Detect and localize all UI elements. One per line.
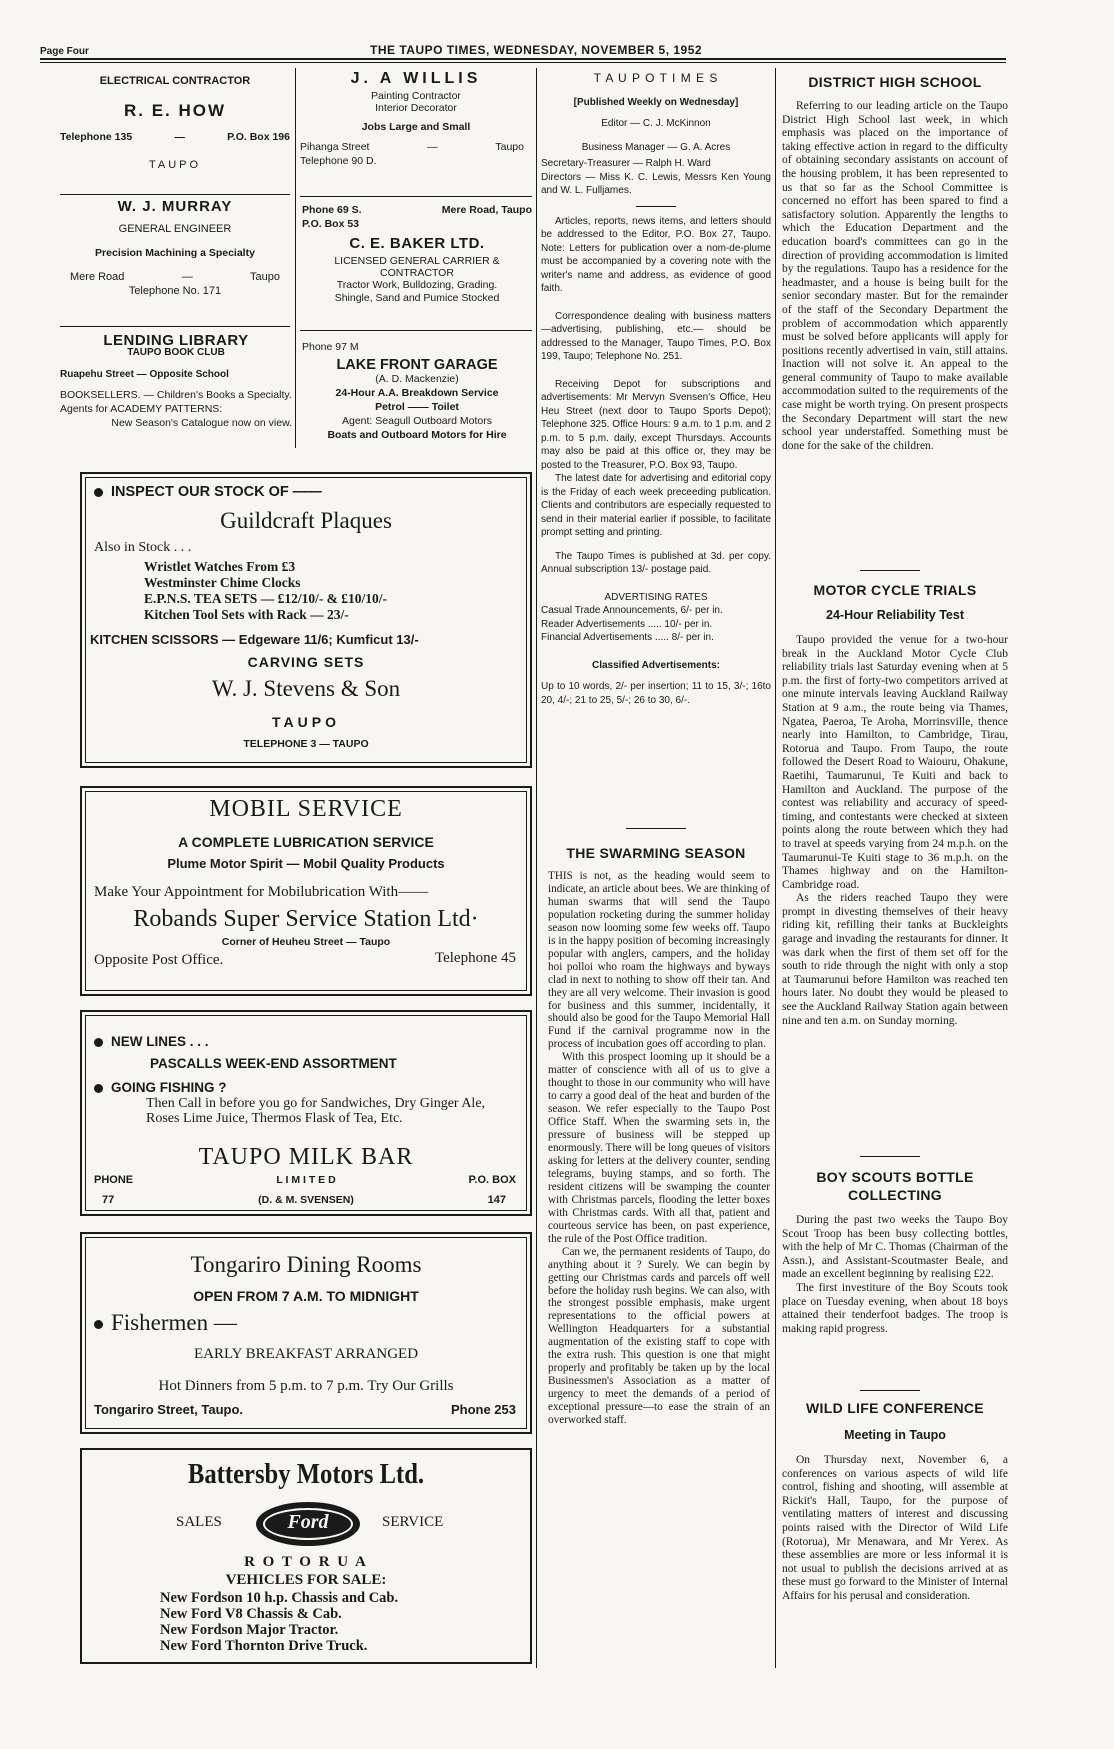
ad-line: Shingle, Sand and Pumice Stocked (334, 292, 500, 304)
ad-rule (60, 326, 290, 327)
ad-line: New Season's Catalogue now on view. (111, 417, 292, 429)
phone: Phone 253 (450, 1402, 516, 1417)
article-paragraph: During the past two weeks the Taupo Boy Scout Troop has been busy collecting bottles, with the help of Mr C. Thomas (Chairman of the Assn.), and Assistant-Scoutmaster Beale, and made an excellent beginning by realising £22. (782, 1214, 1008, 1281)
ad-line: Plume Motor Spirit — Mobil Quality Products (167, 856, 445, 871)
ad-line: Interior Decorator (375, 102, 457, 114)
ad-line: BOOKSELLERS. — Children's Books a Specialty. (60, 389, 292, 401)
po-box: 147 (487, 1194, 506, 1206)
bullet-icon (94, 1038, 103, 1047)
ad-garage (302, 340, 532, 442)
headline-text: Fishermen — (111, 1310, 237, 1335)
column-paragraph: The Taupo Times is published at 3d. per copy. Annual subscription 13/- postage paid. (541, 550, 771, 575)
ad-subtitle: TAUPO BOOK CLUB (127, 347, 225, 358)
ad-baker (302, 203, 532, 305)
headline-text: INSPECT OUR STOCK OF —— (111, 484, 322, 500)
ad-title: W. J. Stevens & Son (211, 676, 401, 701)
ad-line (94, 1310, 237, 1336)
road: Mere Road, Taupo (441, 204, 532, 216)
column-paragraph: Articles, reports, news items, and letters should be addressed to the Editor, P.O. Box 27, Taupo. Note: Letters for publication over a nom-de-plume must be accompanied by a covering note with the writer's name and address, as evidence of good faith. (541, 215, 771, 294)
toilet: Toilet (431, 401, 459, 413)
phone: Telephone No. 171 (128, 285, 222, 297)
po-box: P.O. Box 196 (227, 131, 290, 143)
ad-mobil (80, 786, 532, 996)
bullet-icon (94, 1084, 103, 1093)
column-divider (536, 68, 537, 1668)
phone: Telephone 135 (60, 131, 133, 143)
article-subhead: Meeting in Taupo (844, 1428, 946, 1442)
divider (860, 1156, 920, 1157)
stock-item: E.P.N.S. TEA SETS — £12/10/- & £10/10/- (144, 591, 388, 606)
ad-tongariro (80, 1232, 532, 1434)
ad-title: TAUPO MILK BAR (198, 1144, 414, 1170)
divider (860, 1390, 920, 1391)
ad-library (60, 334, 292, 430)
ad-battersby (80, 1448, 532, 1664)
stock-item: Wristlet Watches From £3 (144, 559, 296, 574)
column-paragraph: Correspondence dealing with business matters—advertising, publishing, etc.— should be addressed to the Manager, Taupo Times, P.O. Box 199, Taupo; Telephone No. 251. (541, 310, 771, 362)
wildlife-article (782, 1454, 1008, 1604)
article-headline: DISTRICT HIGH SCHOOL (808, 74, 982, 90)
article-subhead: 24-Hour Reliability Test (826, 608, 964, 622)
article-paragraph: The first investiture of the Boy Scouts took place on Tuesday evening, when about 18 boys attained their tenderfoot badges. The troop is making rapid progress. (782, 1281, 1008, 1335)
po-box-label: P.O. BOX (468, 1174, 516, 1186)
ad-line: R O T O R U A (244, 1554, 368, 1570)
scouts-article (782, 1214, 1008, 1336)
ad-title: J. A WILLIS (350, 70, 482, 87)
po-box: P.O. Box 53 (302, 218, 360, 230)
ad-title: W. J. MURRAY (117, 198, 233, 215)
ad-line: Opposite Post Office. (94, 952, 224, 968)
rate-item: Financial Advertisements ..... 8/- per in. (541, 632, 714, 643)
ad-line: KITCHEN SCISSORS — Edgeware 11/6; Kumficut 13/- (90, 632, 419, 647)
vehicle-item: New Ford V8 Chassis & Cab. (160, 1606, 342, 1622)
column-paragraph: Receiving Depot for subscriptions and advertisements: Mr Mervyn Svensen's Office, Heu Heu Street (next door to Taupo Sports Depot); Telephone 325. Office Hours: 9 a.m. to 1 p.m. and 2 p.m. to 5 p.m. daily, except Thursdays. Accounts may also be paid at this office or, they may be posted to the Treasurer, P.O. Box 93, Taupo. (541, 378, 771, 471)
ad-milkbar (80, 1010, 532, 1216)
ad-address-row: Pihanga Street — Taupo (300, 141, 524, 153)
ad-title: Tongariro Dining Rooms (190, 1252, 422, 1277)
column-paragraph: Up to 10 words, 2/- per insertion; 11 to 15, 3/-; 16to 20, 4/-; 21 to 25, 5/-; 26 to 30, 6/-. (541, 681, 771, 706)
ad-line: Corner of Heuheu Street — Taupo (221, 936, 391, 948)
motorcycle-article (782, 634, 1008, 1028)
column-line: [Published Weekly on Wednesday] (573, 96, 739, 108)
article-headline: MOTOR CYCLE TRIALS (813, 582, 977, 598)
article-headline: BOY SCOUTS BOTTLE COLLECTING (816, 1169, 974, 1203)
ad-line: Precision Machining a Specialty (95, 247, 255, 259)
ad-line: Jobs Large and Small (361, 121, 471, 133)
article-headline: THE SWARMING SEASON (566, 845, 746, 861)
column-subhead: Classified Advertisements: (591, 659, 720, 671)
phone: 77 (102, 1194, 115, 1206)
ad-line: Boats and Outboard Motors for Hire (327, 429, 507, 441)
ad-title: Battersby Motors Ltd. (187, 1458, 425, 1490)
stock-item: Westminster Chime Clocks (144, 575, 301, 590)
town: Taupo (495, 141, 524, 153)
town: TAUPO (148, 159, 202, 171)
ad-line: A COMPLETE LUBRICATION SERVICE (178, 834, 434, 850)
ad-title: R. E. HOW (123, 101, 227, 120)
ad-line: 24-Hour A.A. Breakdown Service (335, 387, 499, 399)
ad-line: (A. D. Mackenzie) (375, 373, 459, 385)
column-line: Directors — Miss K. C. Lewis, Messrs Ken Young and W. L. Fulljames. (541, 171, 771, 196)
rate-item: Casual Trade Announcements, 6/- per in. (541, 605, 723, 616)
headline-text: NEW LINES . . . (111, 1034, 209, 1049)
ad-title: Guildcraft Plaques (220, 508, 392, 533)
ad-line: VEHICLES FOR SALE: (225, 1572, 387, 1588)
bullet-icon (94, 488, 103, 497)
ad-headline (94, 484, 322, 500)
phone: Telephone 45 (434, 950, 516, 966)
ad-line: Agents for ACADEMY PATTERNS: (60, 403, 223, 415)
article-paragraph: On Thursday next, November 6, a conferences on various aspects of wild life control, fishing and shooting, will assemble at Rickit's Hall, Taupo, for the purpose of ventilating matters of interest and discussing points raised with the Director of Wild Life (Rotorua), Mr Menawara, and Mr Yerex. As these assemblies are more or less informal it is not usual to publish the decisions arrived at as these must go forward to the Minister of Internal Affairs for his perusal and consideration. (782, 1454, 1008, 1602)
ad-line: Petrol —— Toilet (375, 401, 459, 413)
ford-logo-icon (256, 1502, 360, 1546)
logo-text: Ford (287, 1511, 329, 1533)
column-paragraph: The latest date for advertising and editorial copy is the Friday of each week preceeding publication. Clients and contributors are especially requested to send in their material earlier if possible, to facilitate prompt setting and printing. (541, 473, 771, 538)
ad-title: LAKE FRONT GARAGE (336, 357, 498, 373)
ad-title: LENDING LIBRARY (103, 332, 249, 349)
ad-line: PASCALLS WEEK-END ASSORTMENT (150, 1056, 397, 1071)
ad-line: GENERAL ENGINEER (118, 223, 232, 235)
header-rule-thin (40, 62, 1006, 63)
ad-line: CARVING SETS (247, 654, 365, 670)
column-subhead: ADVERTISING RATES (604, 591, 708, 603)
bullet-icon (94, 1320, 103, 1329)
ad-kicker: ELECTRICAL CONTRACTOR (99, 75, 251, 87)
ad-murray (60, 200, 290, 298)
street: Pihanga Street (300, 141, 370, 153)
school-article (782, 100, 1008, 453)
ad-line: Painting Contractor (371, 90, 461, 102)
column-divider (775, 68, 776, 1668)
vehicle-item: New Ford Thornton Drive Truck. (160, 1638, 368, 1654)
ad-line (94, 1080, 227, 1095)
article-paragraph: As the riders reached Taupo they were prompt in divesting themselves of their heavy riding kit, refilling their tanks at Buckleights garage and invading the restaurants for dinner. It was dark when the first of them set off for the south to ride through the night with only a stop at Taumarunui before Hamilton was reached ten hours later. No doubt they would be pleased to see the Auckland Railway Station again between nine and ten a.m. on Sunday morning. (782, 892, 1008, 1027)
ad-contact-row (302, 203, 532, 217)
ad-line: Hot Dinners from 5 p.m. to 7 p.m. Try Our Grills (158, 1378, 454, 1394)
ad-rule (300, 330, 532, 331)
times-column (541, 72, 771, 707)
ad-line: OPEN FROM 7 A.M. TO MIDNIGHT (193, 1288, 419, 1304)
column-title: T A U P O T I M E S (593, 71, 719, 85)
stock-list (144, 559, 387, 623)
petrol: Petrol (375, 401, 405, 413)
ad-title: Robands Super Service Station Ltd· (133, 906, 479, 932)
ad-line: Ruapehu Street — Opposite School (60, 369, 229, 380)
ad-line: L I M I T E D (276, 1174, 336, 1186)
header-rule (40, 58, 1006, 60)
ad-line: Tractor Work, Bulldozing, Grading. (336, 279, 498, 291)
ad-line: TAUPO (272, 714, 340, 730)
ad-line: EARLY BREAKFAST ARRANGED (193, 1346, 419, 1362)
headline-text: GOING FISHING ? (111, 1080, 227, 1095)
divider (626, 828, 686, 829)
article-paragraph: Can we, the permanent residents of Taupo, do anything about it ? Surely. We can begin by getting our Christmas cards and parcels off well before the holiday rush begins. We can also, with the strongest possible emphasis, make urgent representations to the official powers at Wellington Headquarters for a substantial augmentation of the existing staff to cope with the extra rush. This question is one that might properly and profitably be taken up by the local Businessmen's Association as a matter of urgency to meet the demands of a period of exceptional pressure—to ease the strain of an overworked staff. (548, 1245, 770, 1427)
column-line: Editor — C. J. McKinnon (601, 118, 711, 129)
phone: Telephone 90 D. (300, 155, 377, 167)
phone: Phone 69 S. (302, 204, 362, 216)
ad-line (94, 1034, 209, 1049)
divider (636, 206, 676, 207)
article-paragraph: Referring to our leading article on the Taupo District High School last week, in which emphasis was placed on the importance of taking effective action in regard to the difficulty of obtaining secondary assistants on account of the housing problem, it has been represented to us that so far as the School Committee is concerned no effort has been spared to find a satisfactory solution. Apparently the lengths to which the Education Department and the education board's committees can go in the direction of providing accommodation is limited by the regulations. Taupo has a residence for the headmaster, and a house is being built for the senior secondary master. But for the remainder of the staff of the Secondary Department the problem of accommodation which apparently must be solved before applicants will apply for positions recently advertised in vain, still attains. Inaction will not solve it. An appeal to the general community of Taupo to make available accommodation suited to the requirements of the case might be worth trying. On present prospects the Secondary Department will start the new school year understaffed. Something must be done for the sake of the children. (782, 100, 1008, 452)
phone: Phone 97 M (302, 341, 359, 353)
swarming-article (548, 870, 770, 1427)
ad-address: Tongariro Street, Taupo. (94, 1402, 244, 1417)
ad-title: MOBIL SERVICE (209, 796, 403, 822)
vehicle-item: New Fordson Major Tractor. (160, 1622, 339, 1638)
ad-rule (300, 196, 532, 197)
article-paragraph: THIS is not, as the heading would seem to indicate, an article about bees. We are thinking of human swarms that will send the Taupo population rocketing during the summer holiday season now looming some few weeks off. Taupo is in the happy position of becoming increasingly popular with anglers, campers, and the holiday hoi polloi who roam the highways and byways clad in next to nothing to show off their tan. And they are all very welcome. Their invasion is good for business and this summer, incidentally, it should also be good for the Taupo Memorial Hall Fund if the carnival programme now in the process of incubation goes off according to plan. (548, 870, 770, 1051)
ad-line: LICENSED GENERAL CARRIER & CONTRACTOR (334, 255, 500, 279)
article-headline: WILD LIFE CONFERENCE (806, 1400, 984, 1416)
ad-line: SALES (176, 1514, 222, 1530)
ad-address-row: Mere Road — Taupo (70, 271, 280, 283)
rate-item: Reader Advertisements ..... 10/- per in. (541, 618, 713, 630)
ad-stevens (80, 472, 532, 768)
vehicle-item: New Fordson 10 h.p. Chassis and Cab. (160, 1590, 399, 1606)
phone: TELEPHONE 3 — TAUPO (243, 738, 369, 750)
ad-willis (300, 72, 532, 168)
phone-label: PHONE (94, 1174, 134, 1186)
ad-line: SERVICE (382, 1514, 444, 1530)
article-paragraph: Taupo provided the venue for a two-hour break in the Auckland Motor Cycle Club reliability trials last Saturday evening when at 5 p.m. the first of forty-two competitors arrived at one minute intervals leaving Auckland Railway Station at 9 a.m., the route being via Thames, Ngatea, Paeroa, Te Aroha, Morrinsville, thence nearly into Hamilton, to Cambridge, Tirau, Rotorua and Taupo. From Taupo, the route followed the Desert Road to Waiouru, Ohakune, Raetihi, Taumarunui, Te Kuiti and back to Hamilton and Auckland. The purpose of the contest was reliability and accuracy of speed-timing, and contestants were checked at sixteen points along the route between which they had to travel at speeds varying from 24 m.p.h. on the Taumarunui-Te Kuiti stage to 36 m.p.h. on the Thames highway and on the Hamilton-Cambridge road. (782, 634, 1008, 891)
column-divider (295, 68, 296, 448)
ad-line: (D. & M. SVENSEN) (258, 1194, 354, 1206)
stock-item: Kitchen Tool Sets with Rack — 23/- (144, 607, 349, 622)
ad-title: C. E. BAKER LTD. (349, 235, 485, 252)
ad-how (60, 74, 290, 172)
article-paragraph: With this prospect looming up it should be a matter of conscience with all of us to give a thought to those in our community who will have to carry a good deal of the heat and burden of the season. We refer especially to the Taupo Post Office Staff. When the swarming sets in, the pressure of business will be stepped up enormously. There will be long queues of visitors asking for letters at the delivery counter, sending telegrams, buying stamps, and so forth. The resident citizens will be swamping the counter with Christmas parcels, flooding the letter boxes with Christmas cards. With all that, patient and courteous service has been, on past experience, the rule of the Post Office tradition. (548, 1051, 770, 1245)
ad-contact-row: Telephone 135 — P.O. Box 196 (60, 131, 290, 143)
town: Taupo (250, 271, 280, 283)
divider (860, 570, 920, 571)
column-line: Business Manager — G. A. Acres (581, 141, 731, 153)
masthead: THE TAUPO TIMES, WEDNESDAY, NOVEMBER 5, 1952 (370, 43, 703, 57)
ad-line: Make Your Appointment for Mobilubrication With—— (94, 884, 429, 900)
ad-line: Then Call in before you go for Sandwiches, Dry Ginger Ale, Roses Lime Juice, Thermos Flask of Tea, Etc. (146, 1096, 486, 1126)
column-line: Secretary-Treasurer — Ralph H. Ward (541, 158, 711, 169)
ad-line: Also in Stock . . . (94, 540, 192, 555)
vehicle-list (160, 1590, 398, 1654)
page-number: Page Four (40, 46, 89, 57)
road: Mere Road (70, 271, 125, 283)
ad-line: Agent: Seagull Outboard Motors (341, 415, 492, 427)
ad-rule (60, 194, 290, 195)
